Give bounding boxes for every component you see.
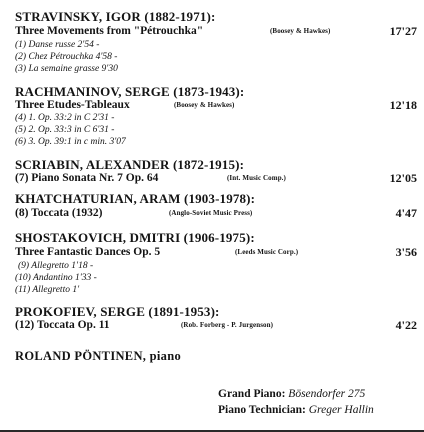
publisher-label: (Leeds Music Corp.): [235, 248, 299, 256]
work-duration: 17'27: [389, 24, 417, 38]
work-duration: 12'05: [389, 171, 417, 185]
composer-heading: SCRIABIN, ALEXANDER (1872-1915):: [15, 157, 245, 172]
movement-item: (2) Chez Pétrouchka 4'58 -: [15, 52, 118, 62]
movement-item: (4) 1. Op. 33:2 in C 2'31 -: [15, 113, 115, 123]
work-row: [15, 319, 417, 335]
composer-heading: STRAVINSKY, IGOR (1882-1971):: [15, 9, 216, 24]
work-row: [15, 25, 417, 41]
composer-heading: KHATCHATURIAN, ARAM (1903-1978):: [15, 191, 256, 206]
work-duration: 12'18: [389, 98, 417, 112]
credit-value: Bösendorfer 275: [288, 388, 366, 400]
movement-item: (11) Allegretto 1': [15, 285, 80, 295]
composer-heading: RACHMANINOV, SERGE (1873-1943):: [15, 84, 245, 99]
work-row: [15, 207, 417, 223]
work-title: Three Movements from "Pétrouchka": [15, 25, 204, 37]
work-title: (7) Piano Sonata Nr. 7 Op. 64: [15, 172, 159, 184]
movement-item: (6) 3. Op. 39:1 in c min. 3'07: [15, 137, 126, 147]
publisher-label: (Boosey & Hawkes): [270, 27, 331, 35]
movement-item: (1) Danse russe 2'54 -: [15, 40, 100, 50]
work-row: [15, 172, 417, 188]
composer-heading: SHOSTAKOVICH, DMITRI (1906-1975):: [15, 230, 255, 245]
composer-heading: PROKOFIEV, SERGE (1891-1953):: [15, 304, 220, 319]
publisher-label: (Boosey & Hawkes): [174, 101, 235, 109]
piano-technician-credit: [218, 404, 374, 416]
work-title: Three Fantastic Dances Op. 5: [15, 246, 161, 258]
movement-item: (10) Andantino 1'33 -: [15, 273, 97, 283]
publisher-label: (Rob. Forberg - P. Jurgenson): [181, 321, 274, 329]
publisher-label: (Int. Music Comp.): [227, 174, 286, 182]
work-title: (12) Toccata Op. 11: [15, 319, 110, 331]
movement-item: (9) Allegretto 1'18 -: [18, 261, 94, 271]
work-duration: 3'56: [395, 245, 417, 259]
work-duration: 4'47: [395, 206, 417, 220]
credit-label: Grand Piano:: [218, 388, 286, 400]
work-title: Three Etudes-Tableaux: [15, 99, 130, 111]
credit-value: Greger Hallin: [308, 404, 374, 416]
work-title: (8) Toccata (1932): [15, 207, 103, 219]
performer-credit: ROLAND PÖNTINEN, piano: [15, 349, 181, 363]
work-duration: 4'22: [395, 318, 417, 332]
grand-piano-credit: [218, 388, 365, 400]
credit-label: Piano Technician:: [218, 404, 306, 416]
work-row: [15, 246, 417, 262]
publisher-label: (Anglo-Soviet Music Press): [169, 209, 253, 217]
movement-item: (3) La semaine grasse 9'30: [15, 64, 118, 74]
movement-item: (5) 2. Op. 33:3 in C 6'31 -: [15, 125, 115, 135]
